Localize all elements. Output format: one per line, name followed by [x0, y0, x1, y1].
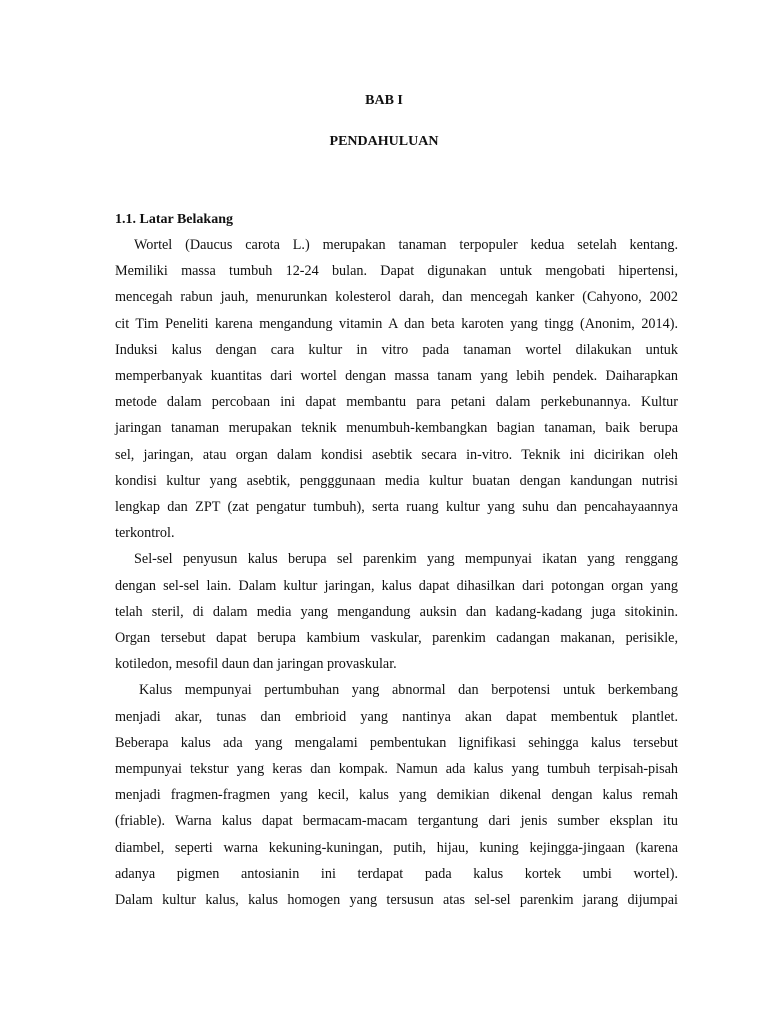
text-line: Sel-sel penyusun kalus berupa sel parenkim yang mempunyai ikatan yang renggang — [134, 551, 678, 568]
body-text — [115, 232, 678, 913]
text-line: dengan sel-sel lain. Dalam kultur jaringan, kalus dapat dihasilkan dari potongan organ yang — [115, 577, 678, 594]
text-line: (friable). Warna kalus dapat bermacam-macam tergantung dari jenis sumber eksplan itu — [115, 813, 678, 830]
text-line: diambel, seperti warna kekuning-kuningan, putih, hijau, kuning kejingga-jingaan (karena — [115, 839, 678, 856]
paragraph-3 — [115, 677, 678, 913]
paragraph-2 — [115, 546, 678, 677]
chapter-number: BAB I — [365, 93, 403, 108]
text-line: mempunyai tekstur yang keras dan kompak. Namun ada kalus yang tumbuh terpisah-pisah — [115, 761, 678, 778]
text-line: sel, jaringan, atau organ dalam kondisi asebtik secara in-vitro. Teknik ini dicirikan oleh — [115, 446, 678, 463]
chapter-title: PENDAHULUAN — [329, 134, 439, 149]
text-line: Beberapa kalus ada yang mengalami pembentukan lignifikasi sehingga kalus tersebut — [115, 734, 678, 751]
text-line: cit Tim Peneliti karena mengandung vitamin A dan beta karoten yang tingg (Anonim, 2014). — [115, 315, 678, 332]
text-line: Memiliki massa tumbuh 12-24 bulan. Dapat digunakan untuk mengobati hipertensi, — [115, 263, 678, 280]
text-line: Dalam kultur kalus, kalus homogen yang tersusun atas sel-sel parenkim jarang dijumpai — [115, 892, 678, 909]
text-line: menjadi fragmen-fragmen yang kecil, kalus yang demikian dikenal dengan kalus remah — [115, 787, 678, 804]
text-line: kotiledon, mesofil daun dan jaringan provaskular. — [115, 656, 397, 673]
text-line: Wortel (Daucus carota L.) merupakan tanaman terpopuler kedua setelah kentang. — [134, 237, 678, 253]
text-line: telah steril, di dalam media yang mengandung auksin dan kadang-kadang juga sitokinin. — [115, 603, 678, 620]
text-line: metode dalam percobaan ini dapat membantu para petani dalam perkebunannya. Kultur — [115, 394, 678, 411]
text-line: Kalus mempunyai pertumbuhan yang abnormal dan berpotensi untuk berkembang — [139, 682, 678, 699]
text-line: lengkap dan ZPT (zat pengatur tumbuh), serta ruang kultur yang suhu dan pencahayaannya — [115, 499, 678, 516]
text-line: kondisi kultur yang asebtik, pengggunaan media kultur buatan dengan kandungan nutrisi — [115, 472, 678, 489]
text-line: terkontrol. — [115, 525, 175, 542]
paragraph-1 — [115, 232, 678, 546]
text-line: Organ tersebut dapat berupa kambium vaskular, parenkim cadangan makanan, perisikle, — [115, 630, 678, 647]
text-line: adanya pigmen antosianin ini terdapat pada kalus kortek umbi wortel). — [115, 865, 678, 882]
text-line: menjadi akar, tunas dan embrioid yang nantinya akan dapat membentuk plantlet. — [115, 708, 678, 725]
text-line: memperbanyak kuantitas dari wortel dengan massa tanam yang lebih pendek. Daiharapkan — [115, 368, 678, 385]
text-line: Induksi kalus dengan cara kultur in vitro pada tanaman wortel dilakukan untuk — [115, 341, 678, 358]
section-heading: 1.1. Latar Belakang — [115, 212, 233, 227]
text-line: mencegah rabun jauh, menurunkan kolesterol darah, dan mencegah kanker (Cahyono, 2002 — [115, 289, 678, 306]
text-line: jaringan tanaman merupakan teknik menumbuh-kembangkan bagian tanaman, baik berupa — [115, 420, 678, 437]
